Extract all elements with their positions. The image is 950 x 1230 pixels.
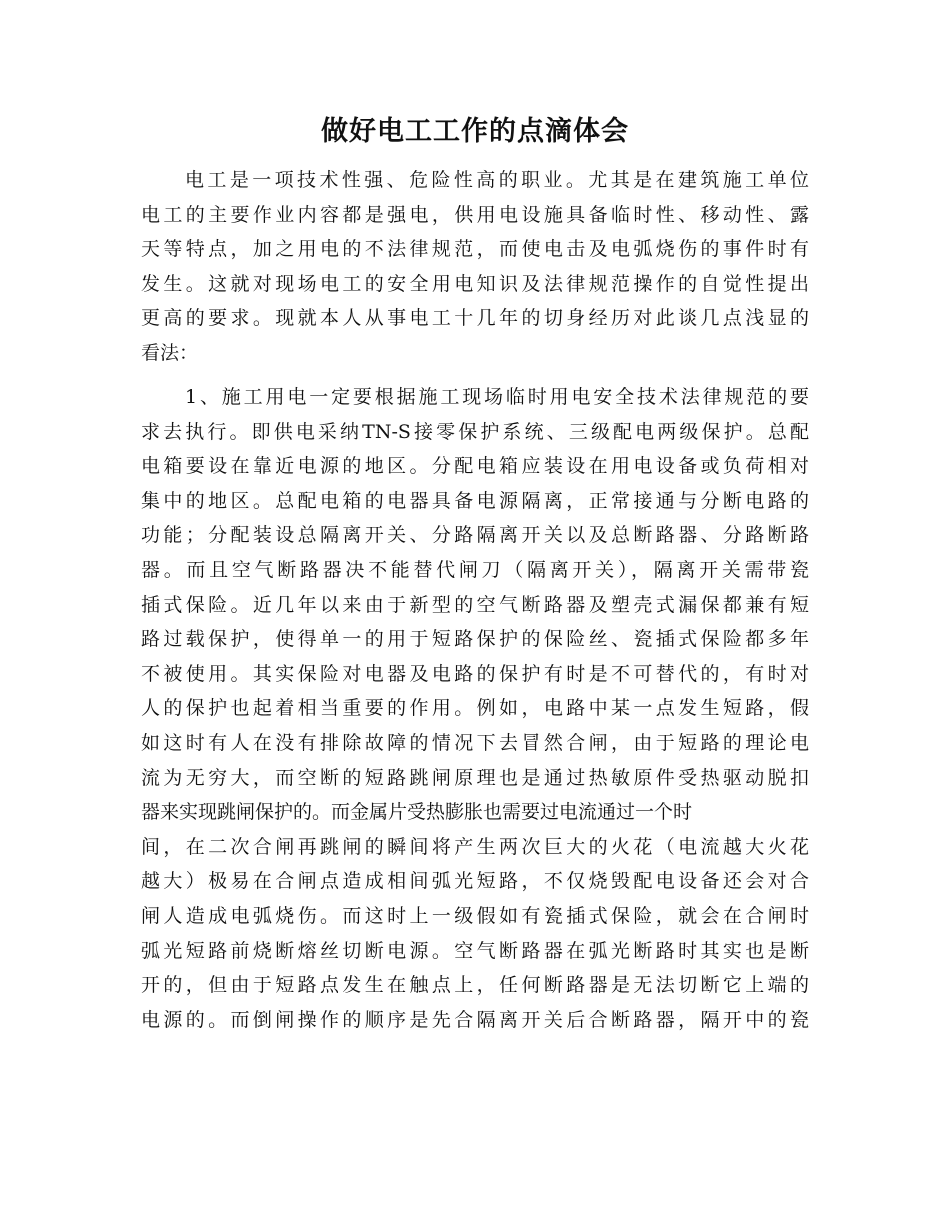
text-line: 人的保护也起着相当重要的作用。例如，电路中某一点发生短路，假 xyxy=(141,697,809,720)
text-line: 1、施工用电一定要根据施工现场临时用电安全技术法律规范的要 xyxy=(185,386,809,408)
text-line: 闸人造成电弧烧伤。而这时上一级假如有瓷插式保险，就会在合闸时 xyxy=(141,904,809,927)
text-line: 路过载保护，使得单一的用于短路保护的保险丝、瓷插式保险都多年 xyxy=(141,628,809,651)
text-line: 集中的地区。总配电箱的电器具备电源隔离，正常接通与分断电路的 xyxy=(141,489,809,512)
text-line: 电箱要设在靠近电源的地区。分配电箱应装设在用电设备或负荷相对 xyxy=(141,455,809,478)
text-line: 不被使用。其实保险对电器及电路的保护有时是不可替代的，有时对 xyxy=(141,662,809,685)
text-line: 看法： xyxy=(141,341,199,364)
document-title: 做好电工工作的点滴体会 xyxy=(321,116,629,147)
text-line: 求去执行。即供电采纳TN-S接零保护系统、三级配电两级保护。总配 xyxy=(141,420,809,443)
text-line: 开的，但由于短路点发生在触点上，任何断路器是无法切断它上端的 xyxy=(141,974,809,997)
text-line: 更高的要求。现就本人从事电工十几年的切身经历对此谈几点浅显的 xyxy=(141,307,809,330)
text-line: 插式保险。近几年以来由于新型的空气断路器及塑壳式漏保都兼有短 xyxy=(141,593,809,616)
text-line: 电工是一项技术性强、危险性高的职业。尤其是在建筑施工单位 xyxy=(185,169,809,191)
text-line: 电源的。而倒闸操作的顺序是先合隔离开关后合断路器，隔开中的瓷 xyxy=(141,1008,809,1031)
text-line: 功能；分配装设总隔离开关、分路隔离开关以及总断路器、分路断路 xyxy=(141,524,809,547)
text-line: 发生。这就对现场电工的安全用电知识及法律规范操作的自觉性提出 xyxy=(141,272,809,295)
text-line: 器。而且空气断路器决不能替代闸刀（隔离开关），隔离开关需带瓷 xyxy=(141,558,809,581)
text-line: 如这时有人在没有排除故障的情况下去冒然合闸，由于短路的理论电 xyxy=(141,731,809,754)
text-line: 电工的主要作业内容都是强电，供用电设施具备临时性、移动性、露 xyxy=(141,203,809,226)
text-line: 流为无穷大，而空断的短路跳闸原理也是通过热敏原件受热驱动脱扣 xyxy=(141,766,809,789)
paragraph-intro xyxy=(141,163,809,371)
text-line: 越大）极易在合闸点造成相间弧光短路，不仅烧毁配电设备还会对合 xyxy=(141,870,809,893)
text-line: 弧光短路前烧断熔丝切断电源。空气断路器在弧光断路时其实也是断 xyxy=(141,939,809,962)
text-line: 间，在二次合闸再跳闸的瞬间将产生两次巨大的火花（电流越大火花 xyxy=(141,835,809,858)
paragraph-point-1 xyxy=(141,380,809,1037)
text-line: 天等特点，加之用电的不法律规范，而使电击及电弧烧伤的事件时有 xyxy=(141,238,809,261)
text-line: 器来实现跳闸保护的。而金属片受热膨胀也需要过电流通过一个时 xyxy=(141,801,693,824)
